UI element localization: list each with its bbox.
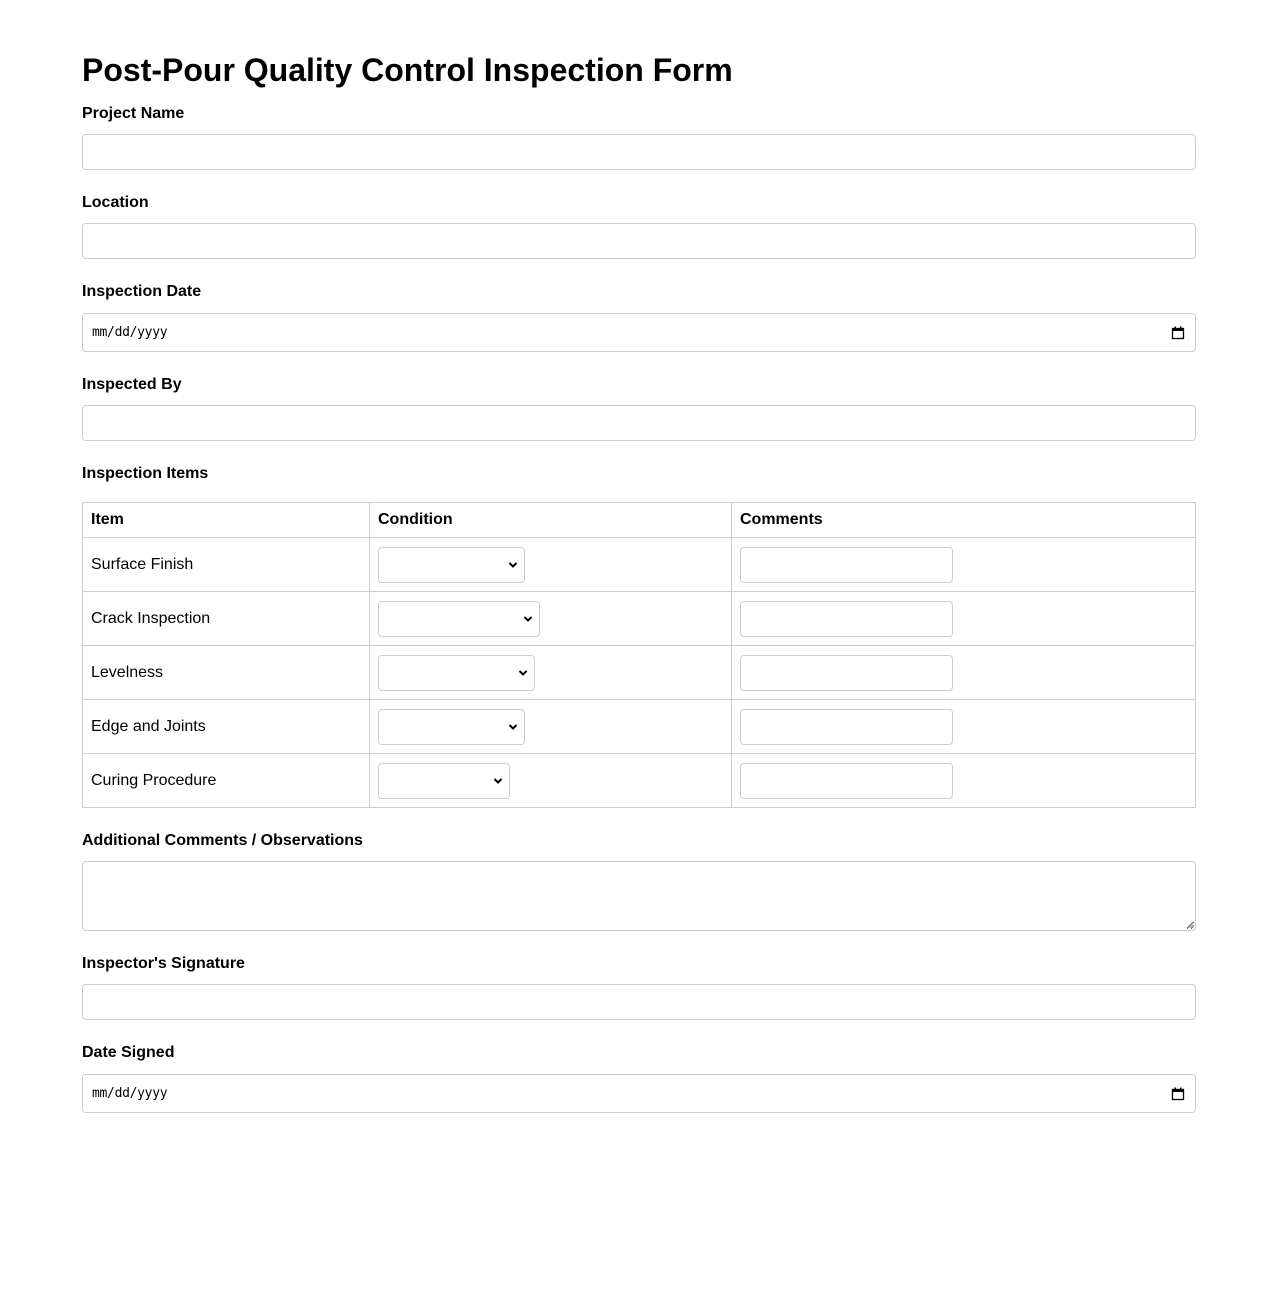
location-label: Location <box>82 194 149 211</box>
comment-input[interactable] <box>740 601 953 637</box>
comment-cell <box>732 538 1196 592</box>
condition-select[interactable] <box>378 655 535 691</box>
chevron-down-icon <box>508 723 518 731</box>
chevron-down-icon <box>493 777 503 785</box>
table-row <box>83 592 1196 646</box>
condition-cell <box>370 646 732 700</box>
signature-label: Inspector's Signature <box>82 955 245 972</box>
comment-input[interactable] <box>740 763 953 799</box>
location-input[interactable] <box>82 223 1196 259</box>
item-name: Curing Procedure <box>83 754 370 808</box>
project-name-label: Project Name <box>82 105 185 122</box>
project-name-input[interactable] <box>82 134 1196 170</box>
table-row <box>83 754 1196 808</box>
page-title: Post-Pour Quality Control Inspection Form <box>82 52 733 88</box>
additional-comments-wrapper <box>82 861 1196 931</box>
chevron-down-icon <box>518 669 528 677</box>
signature-input[interactable] <box>82 984 1196 1020</box>
item-name: Edge and Joints <box>83 700 370 754</box>
condition-select[interactable] <box>378 547 525 583</box>
inspection-date-input[interactable] <box>82 313 1196 352</box>
chevron-down-icon <box>508 561 518 569</box>
condition-select[interactable] <box>378 709 525 745</box>
inspection-items-table <box>82 502 1196 808</box>
inspection-date-label: Inspection Date <box>82 283 202 300</box>
chevron-down-icon <box>523 615 533 623</box>
comment-input[interactable] <box>740 547 953 583</box>
calendar-icon[interactable] <box>1171 1087 1185 1101</box>
inspection-items-label: Inspection Items <box>82 465 209 482</box>
item-name: Levelness <box>83 646 370 700</box>
item-name: Crack Inspection <box>83 592 370 646</box>
condition-cell <box>370 538 732 592</box>
condition-cell <box>370 592 732 646</box>
comment-cell <box>732 754 1196 808</box>
header-comments: Comments <box>732 503 1196 538</box>
comment-input[interactable] <box>740 655 953 691</box>
resize-grip-icon[interactable] <box>1186 921 1194 929</box>
comment-cell <box>732 646 1196 700</box>
condition-select[interactable] <box>378 601 540 637</box>
header-condition: Condition <box>370 503 732 538</box>
item-name: Surface Finish <box>83 538 370 592</box>
table-row <box>83 646 1196 700</box>
table-header-row <box>83 503 1196 538</box>
date-signed-input[interactable] <box>82 1074 1196 1113</box>
header-item: Item <box>83 503 370 538</box>
comment-cell <box>732 700 1196 754</box>
condition-cell <box>370 700 732 754</box>
date-signed-label: Date Signed <box>82 1044 175 1061</box>
date-placeholder: mm/dd/yyyy <box>92 1086 168 1101</box>
additional-comments-label: Additional Comments / Observations <box>82 832 363 849</box>
date-placeholder: mm/dd/yyyy <box>92 325 168 340</box>
inspected-by-input[interactable] <box>82 405 1196 441</box>
table-row <box>83 700 1196 754</box>
comment-cell <box>732 592 1196 646</box>
table-row <box>83 538 1196 592</box>
calendar-icon[interactable] <box>1171 326 1185 340</box>
condition-select[interactable] <box>378 763 510 799</box>
inspected-by-label: Inspected By <box>82 376 182 393</box>
comment-input[interactable] <box>740 709 953 745</box>
condition-cell <box>370 754 732 808</box>
additional-comments-textarea[interactable] <box>82 861 1196 931</box>
